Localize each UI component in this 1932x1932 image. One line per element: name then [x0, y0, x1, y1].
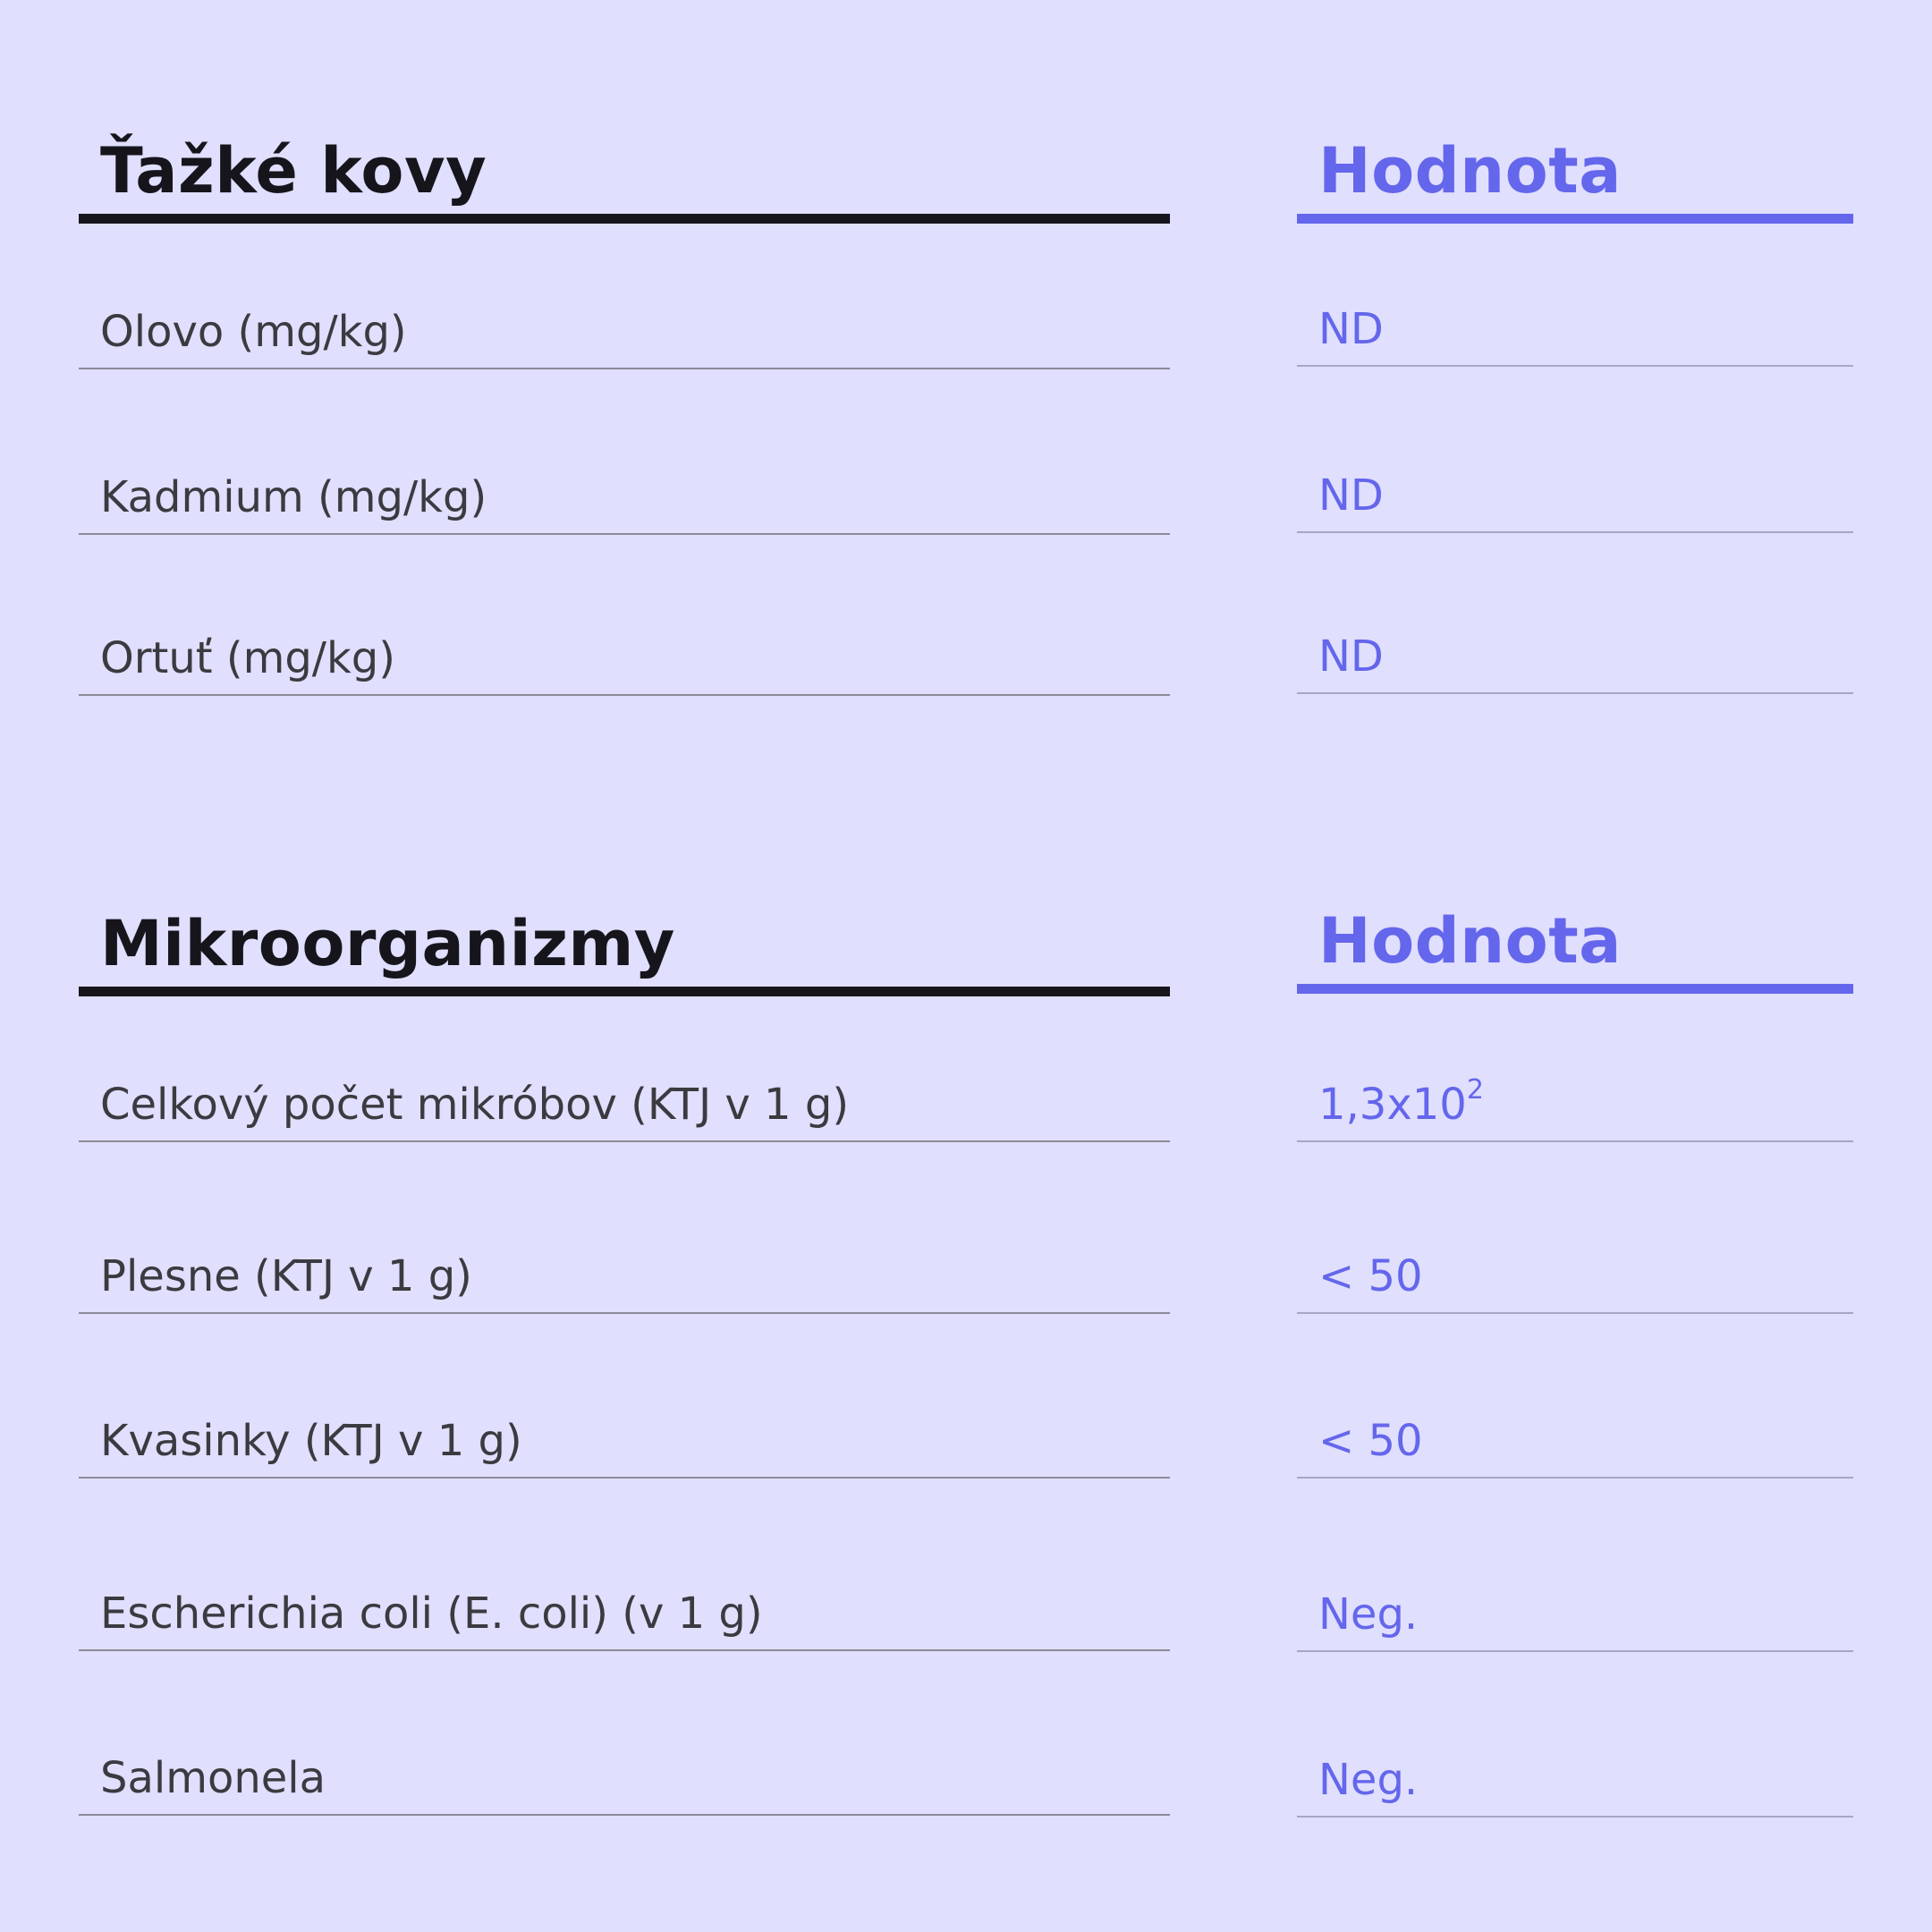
row-divider [1297, 365, 1853, 367]
value-header: Hodnota [1318, 134, 1622, 208]
row-divider [1297, 1816, 1853, 1818]
row-label: Olovo (mg/kg) [100, 307, 407, 357]
row-value: ND [1318, 631, 1384, 682]
row-label: Ortuť (mg/kg) [100, 633, 395, 683]
value-base: 1,3x10 [1318, 1080, 1467, 1130]
table-row-value [1297, 1683, 1853, 1818]
heavy-metals-value-header [1297, 80, 1853, 224]
table-row-value [1297, 1344, 1853, 1479]
row-divider [79, 694, 1170, 696]
row-value: Neg. [1318, 1755, 1419, 1805]
row-divider [1297, 1140, 1853, 1142]
row-divider [79, 368, 1170, 369]
table-row [79, 1180, 1170, 1314]
microorganisms-header [79, 853, 1170, 996]
row-divider [79, 1140, 1170, 1142]
row-divider [1297, 1477, 1853, 1479]
table-row-value [1297, 233, 1853, 367]
header-rule [79, 987, 1170, 996]
row-divider [1297, 531, 1853, 533]
row-divider [1297, 1650, 1853, 1652]
row-label: Kvasinky (KTJ v 1 g) [100, 1416, 522, 1466]
row-value: ND [1318, 470, 1384, 521]
row-label: Celkový počet mikróbov (KTJ v 1 g) [100, 1080, 850, 1130]
table-row-value [1297, 1180, 1853, 1314]
value-header-rule [1297, 214, 1853, 224]
heavy-metals-header [79, 80, 1170, 224]
row-value: Neg. [1318, 1589, 1419, 1640]
row-divider [1297, 692, 1853, 694]
table-row [79, 1344, 1170, 1479]
table-row [79, 235, 1170, 369]
value-exponent: 2 [1466, 1074, 1484, 1106]
row-label: Kadmium (mg/kg) [100, 472, 487, 522]
table-row [79, 562, 1170, 696]
value-header: Hodnota [1318, 904, 1622, 978]
row-divider [1297, 1312, 1853, 1314]
table-row [79, 401, 1170, 535]
row-divider [79, 1649, 1170, 1651]
table-row-value [1297, 399, 1853, 533]
row-label: Plesne (KTJ v 1 g) [100, 1251, 472, 1301]
table-row [79, 1682, 1170, 1816]
row-value: < 50 [1318, 1416, 1423, 1466]
value-header-rule [1297, 984, 1853, 994]
row-label: Escherichia coli (E. coli) (v 1 g) [100, 1589, 763, 1639]
table-row-value [1297, 1518, 1853, 1652]
row-divider [79, 1312, 1170, 1314]
row-value [1318, 1074, 1484, 1130]
row-divider [79, 1814, 1170, 1816]
section-title: Mikroorganizmy [100, 907, 675, 980]
section-title: Ťažké kovy [100, 134, 487, 208]
table-row [79, 1008, 1170, 1142]
table-row-value [1297, 560, 1853, 694]
row-value: ND [1318, 304, 1384, 354]
microorganisms-value-header [1297, 851, 1853, 994]
header-rule [79, 214, 1170, 224]
row-value: < 50 [1318, 1251, 1423, 1301]
row-label: Salmonela [100, 1753, 326, 1803]
row-divider [79, 533, 1170, 535]
table-row [79, 1517, 1170, 1651]
row-divider [79, 1477, 1170, 1479]
table-row-value [1297, 1008, 1853, 1142]
